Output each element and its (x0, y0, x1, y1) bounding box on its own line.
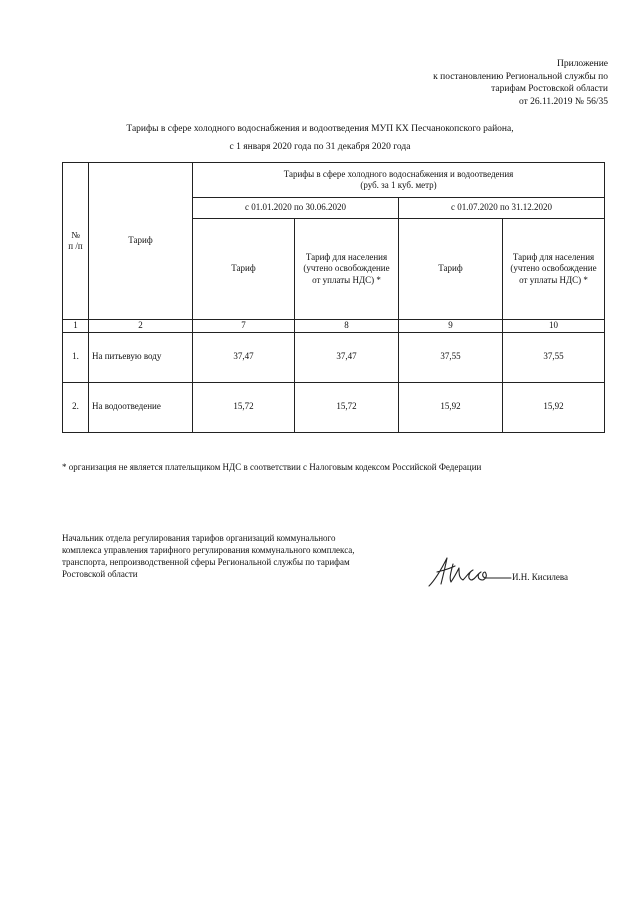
row-value: 15,92 (503, 382, 605, 432)
tariff-table (62, 162, 605, 433)
signer-position-line: Ростовской области (62, 569, 138, 579)
index-cell: 1 (63, 320, 89, 333)
group-header: Тарифы в сфере холодного водоснабжения и водоотведения (руб. за 1 куб. метр) (193, 163, 605, 198)
annex-resolution-line: к постановлению Региональной службы по (433, 71, 608, 82)
signer-name: И.Н. Кисилева (512, 572, 568, 582)
annex-header (433, 58, 608, 108)
document-title: Тарифы в сфере холодного водоснабжения и водоотведения МУП КХ Песчанокопского района, (126, 124, 514, 134)
row-value: 15,72 (193, 382, 295, 432)
row-number: 2. (63, 382, 89, 432)
sub-header-tariff: Тариф (399, 219, 503, 320)
table-row (63, 382, 605, 432)
period2-header: с 01.07.2020 по 31.12.2020 (399, 198, 605, 219)
document-period: с 1 января 2020 года по 31 декабря 2020 года (229, 142, 411, 152)
index-cell: 2 (89, 320, 193, 333)
row-number: 1. (63, 332, 89, 382)
sub-header-population: Тариф для населения (учтено освобождение от уплаты НДС) * (503, 219, 605, 320)
signer-position-line: транспорта, непроизводственной сферы Региональной службы по тарифам (62, 557, 350, 567)
annex-authority-line: тарифам Ростовской области (491, 84, 608, 94)
row-name: На питьевую воду (89, 332, 193, 382)
index-cell: 9 (399, 320, 503, 333)
table-row (63, 332, 605, 382)
index-cell: 8 (295, 320, 399, 333)
vat-footnote: * организация не является плательщиком НДС в соответствии с Налоговым кодексом Российской Федерации (62, 462, 482, 472)
col-number-header: № п /п (63, 163, 89, 320)
row-value: 37,47 (295, 332, 399, 382)
annex-label: Приложение (557, 59, 608, 69)
row-value: 15,92 (399, 382, 503, 432)
index-cell: 7 (193, 320, 295, 333)
signer-position (62, 532, 402, 580)
sub-header-tariff: Тариф (193, 219, 295, 320)
col-tariff-header: Тариф (89, 163, 193, 320)
row-value: 37,47 (193, 332, 295, 382)
row-value: 37,55 (399, 332, 503, 382)
index-cell: 10 (503, 320, 605, 333)
row-name: На водоотведение (89, 382, 193, 432)
sub-header-population: Тариф для населения (учтено освобождение от уплаты НДС) * (295, 219, 399, 320)
column-index-row (63, 320, 605, 333)
row-value: 37,55 (503, 332, 605, 382)
annex-date-number: от 26.11.2019 № 56/35 (518, 96, 608, 107)
row-value: 15,72 (295, 382, 399, 432)
handwritten-signature (425, 550, 515, 594)
signer-position-line: комплекса управления тарифного регулирования коммунального комплекса, (62, 545, 355, 555)
signer-position-line: Начальник отдела регулирования тарифов организаций коммунального (62, 533, 336, 543)
period1-header: с 01.01.2020 по 30.06.2020 (193, 198, 399, 219)
